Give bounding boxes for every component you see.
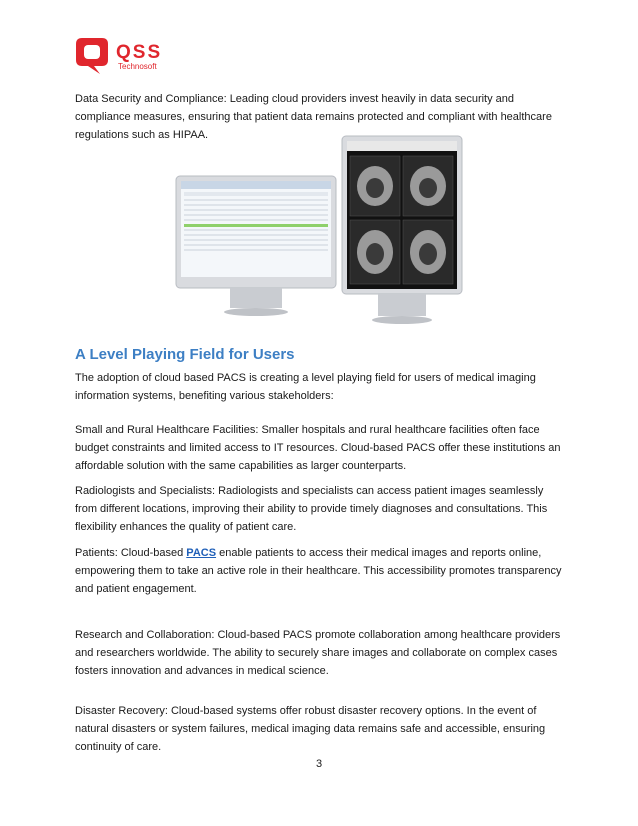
company-logo <box>72 36 192 76</box>
section-heading: A Level Playing Field for Users <box>75 346 295 363</box>
patients-text: enable patients to access their medical images and reports online, empowering them to take an active role in their healthcare. This accessibility promotes transparency and patient engagement. <box>75 547 562 595</box>
patients-label: Patients: Cloud-based <box>75 547 187 559</box>
patients-paragraph <box>75 544 563 598</box>
qss-logo-icon <box>72 36 192 76</box>
intro-paragraph: Data Security and Compliance: Leading cloud providers invest heavily in data security and compliance measures, ensuring that patient data remains protected and compliant with healthcare regulations such as HIPAA. <box>75 93 552 141</box>
research-paragraph: Research and Collaboration: Cloud-based PACS promote collaboration among healthcare providers and researchers worldwide. The ability to securely share images and collaborate on complex cases fosters innovation and advances in medical science. <box>75 629 561 677</box>
radiologists-paragraph: Radiologists and Specialists: Radiologists and specialists can access patient images seamlessly from different locations, improving their ability to provide timely diagnoses and consultations. This flexibility enhances the quality of patient care. <box>75 485 548 533</box>
pacs-link[interactable]: PACS <box>186 547 217 559</box>
logo-wordmark: QSS <box>116 42 163 63</box>
disaster-recovery-paragraph: Disaster Recovery: Cloud-based systems offer robust disaster recovery options. In the event of natural disasters or system failures, medical imaging data remains safe and accessible, ensuring continuity of care. <box>75 705 546 753</box>
small-rural-paragraph: Small and Rural Healthcare Facilities: Smaller hospitals and rural healthcare facilities often face budget constraints and limited access to IT resources. Cloud-based PACS offer these institutions an affordable solution with the same capabilities as larger counterparts. <box>75 424 561 472</box>
logo-subtitle: Technosoft <box>118 62 157 71</box>
page-number: 3 <box>315 758 323 770</box>
section-lead-paragraph: The adoption of cloud based PACS is creating a level playing field for users of medical imaging information systems, benefiting various stakeholders: <box>75 372 536 402</box>
pacs-monitors-image <box>170 132 470 328</box>
monitors-illustration-icon <box>170 132 470 328</box>
